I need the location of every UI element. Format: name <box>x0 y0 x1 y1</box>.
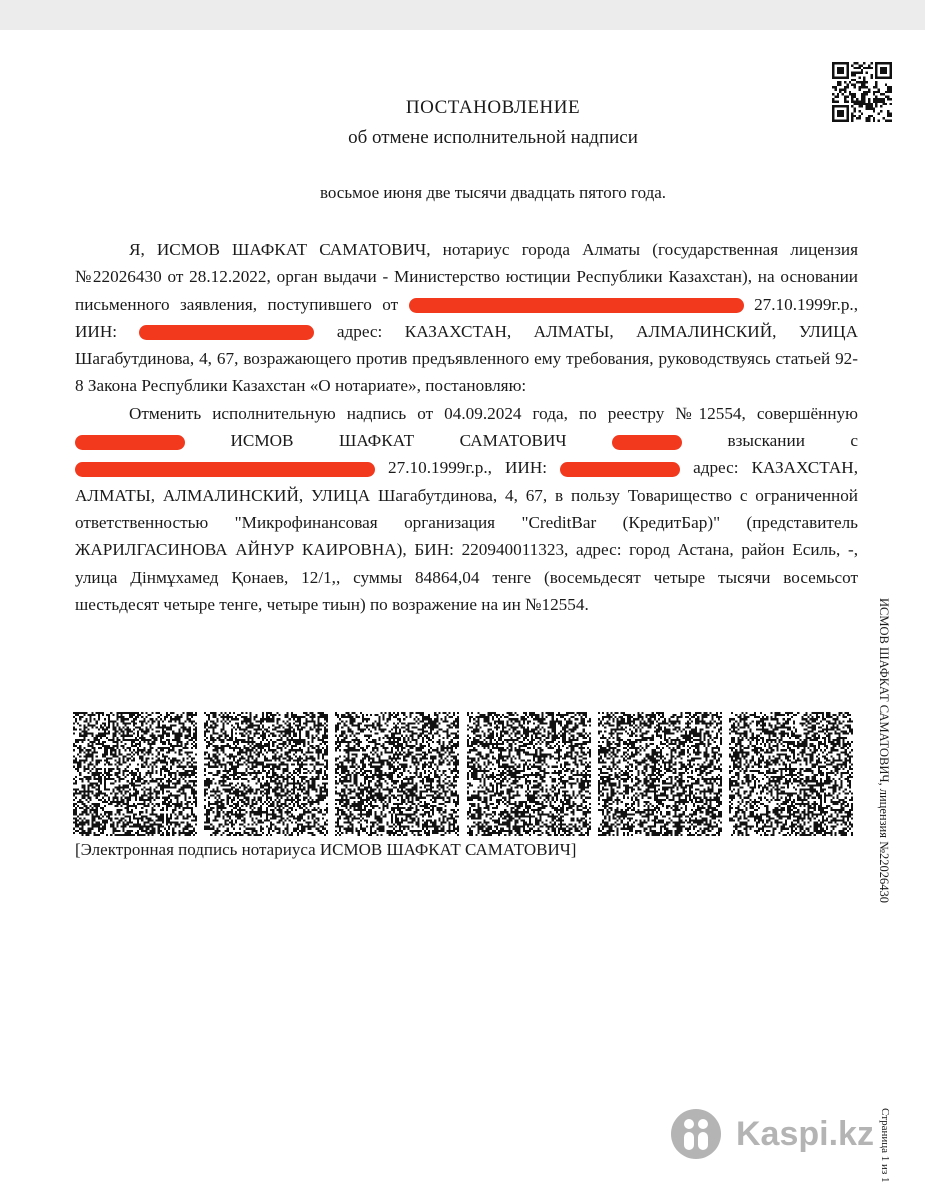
p1-line3: юстиции Республики Казахстан), на основании письменного заявления, поступившего <box>75 267 858 314</box>
p1-line2: (государственная лицензия №22026430 от 28.12.2022, орган выдачи - Министерство <box>75 240 858 287</box>
signature-code <box>335 712 459 836</box>
signature-code <box>598 712 722 836</box>
p2-line4: КАЗАХСТАН, АЛМАТЫ, АЛМАЛИНСКИЙ, УЛИЦА Шагабутдинова, 4, 67, в пользу <box>75 458 859 505</box>
paragraph-1 <box>75 236 858 400</box>
redaction-mark <box>75 435 185 450</box>
p2-line2-end: взыскании с <box>727 431 859 451</box>
redaction-mark <box>612 435 682 450</box>
redaction-mark <box>409 298 744 313</box>
p2-line6: "CreditBar (КредитБар)" (представитель ЖАРИЛГАСИНОВА АЙНУР КАИРОВНА), <box>75 512 858 560</box>
document-subtitle: об отмене исполнительной надписи <box>348 127 638 148</box>
top-bar <box>0 0 925 30</box>
p1-line5: КАЗАХСТАН, АЛМАТЫ, АЛМАЛИНСКИЙ, УЛИЦА Шагабутдинова, 4, 67, <box>75 321 858 369</box>
p2-line3-mid: 27.10.1999г.р., ИИН: <box>388 458 548 478</box>
paragraph-2 <box>75 400 858 618</box>
p1-line4-end: адрес: <box>336 321 383 341</box>
redaction-mark <box>75 462 375 477</box>
watermark-text: Kaspi.kz <box>736 1114 874 1153</box>
signature-code <box>467 712 591 836</box>
p2-line7: БИН: 220940011323, адрес: город Астана, район Есиль, -, улица Дінмұхамед Қонаев, <box>75 540 858 587</box>
watermark <box>670 1108 874 1160</box>
p1-line6: возражающего против предъявленного ему требования, руководствуясь статьей 92-8 <box>75 349 858 396</box>
p2-line9: четыре тенге, четыре тиын) по возражение на ин №12554. <box>163 594 589 614</box>
document-title: ПОСТАНОВЛЕНИЕ <box>405 97 581 118</box>
p1-line1: Я, ИСМОВ ШАФКАТ САМАТОВИЧ, нотариус города Алматы <box>129 240 641 259</box>
kaspi-logo-icon <box>670 1108 722 1160</box>
p2-line8: 12/1,, суммы 84864,04 тенге (восемьдесят четыре тысячи восемьсот шестьдесят <box>75 567 859 614</box>
p1-line7: Закона Республики Казахстан «О нотариате», постановляю: <box>87 376 527 396</box>
signature-code <box>729 712 853 836</box>
p2-line1: Отменить исполнительную надпись от 04.09.2024 года, по реестру №12554, <box>129 403 746 423</box>
redaction-mark <box>560 462 680 477</box>
redaction-mark <box>139 325 314 340</box>
side-page-text: Страница 1 из 1 <box>879 1108 891 1183</box>
side-license-text: ИСМОВ ШАФКАТ САМАТОВИЧ, лицензия №22026430 <box>877 598 891 904</box>
p2-line5: Товарищество с ограниченной ответственностью "Микрофинансовая организация <box>75 485 859 532</box>
p2-line3-end: адрес: <box>693 458 739 478</box>
document-date: восьмое июня две тысячи двадцать пятого года. <box>319 183 667 202</box>
p2-line2-start: совершённую <box>756 403 858 423</box>
signature-codes <box>73 712 853 836</box>
p2-line2-mid: ИСМОВ ШАФКАТ САМАТОВИЧ <box>230 431 567 451</box>
signature-code <box>204 712 328 836</box>
p1-line4-mid: 27.10.1999г.р., ИИН: <box>75 294 859 341</box>
p1-line4-start: от <box>382 294 399 314</box>
document-body <box>75 236 858 618</box>
signature-code <box>73 712 197 836</box>
signature-caption: [Электронная подпись нотариуса ИСМОВ ШАФКАТ САМАТОВИЧ] <box>75 840 577 859</box>
